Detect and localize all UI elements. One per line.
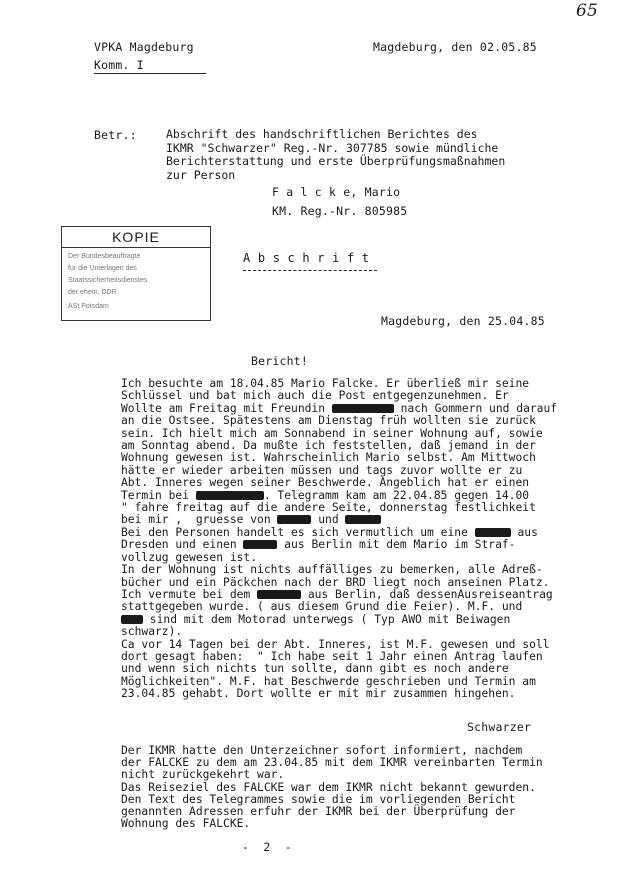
report-text: dort gesagt haben: " Ich habe seit 1 Jahr einen Antrag laufen — [121, 649, 543, 663]
kopie-stamp-line: ASt Potsdam — [68, 303, 109, 310]
report-text: aus Berlin mit dem Mario im Straf- — [277, 538, 516, 552]
report-text: aus Berlin, daß dessenAusreiseantrag — [301, 587, 553, 601]
subject-line: Abschrift des handschriftlichen Berichtes des — [166, 127, 478, 141]
closing-line: Der IKMR hatte den Unterzeichner sofort informiert, nachdem — [121, 744, 523, 757]
redaction-bar — [475, 528, 511, 537]
redaction-bar — [121, 615, 143, 624]
report-text: Abt. Inneres wegen seiner Beschwerde. Angeblich hat er einen — [121, 476, 530, 490]
kopie-stamp-title: KOPIE — [62, 227, 210, 248]
report-text: hätte er wieder arbeiten müssen und tags zuvor wollte er zu — [121, 463, 523, 477]
kopie-stamp-line: Staatssicherheitsdienstes — [68, 277, 148, 284]
subject-line: IKMR "Schwarzer" Reg.-Nr. 307785 sowie mündliche — [166, 140, 499, 155]
kopie-stamp-line: Der Bundesbeauftragte — [68, 253, 141, 260]
report-text: Bei den Personen handelt es sich vermutlich um eine — [121, 525, 475, 539]
subject-block — [166, 128, 505, 182]
report-text: Termin bei — [121, 488, 196, 502]
redaction-bar — [243, 540, 277, 549]
report-text: 23.04.85 gehabt. Dort wollte er mit mir zusammen hingehen. — [121, 687, 516, 701]
person-registration: KM. Reg.-Nr. 805985 — [272, 204, 408, 218]
subject-line: zur Person — [166, 167, 236, 182]
report-text: Ich besuchte am 18.04.85 Mario Falcke. Er überließ mir seine — [121, 377, 530, 390]
report-text: . Telegramm kam am 22.04.85 gegen 14.00 — [263, 488, 530, 502]
closing-line: Das Reiseziel des FALCKE war dem IKMR nicht bekannt gewurden. — [121, 780, 536, 794]
report-text: Wollte am Freitag mit Freundin — [121, 401, 332, 415]
redaction-bar — [257, 590, 301, 599]
kopie-stamp — [61, 226, 211, 321]
closing-line: Wohnung des FALCKE. — [121, 817, 251, 831]
report-text: Möglichkeiten". M.F. hat Beschwerde geschrieben und Termin am — [121, 674, 536, 688]
report-text: sind mit dem Motorad unterwegs ( Typ AWO mit Beiwagen — [143, 612, 511, 626]
report-title: Bericht! — [251, 354, 308, 368]
header-place-date: Magdeburg, den 02.05.85 — [373, 40, 537, 54]
report-text: nach Gommern und darauf — [393, 401, 558, 415]
closing-line: nicht zurückgekehrt war. — [121, 768, 285, 782]
person-name: F a l c k e, Mario — [272, 185, 401, 199]
kopie-stamp-line: für die Unterlagen des — [68, 265, 137, 272]
office-name: VPKA Magdeburg — [94, 40, 194, 54]
closing-line: Den Text des Telegrammes sowie die im vorliegenden Bericht — [121, 792, 516, 806]
report-text: Schlüssel und bat mich auch die Post entgegenzunehmen. Er — [121, 389, 509, 403]
department-underline — [94, 73, 206, 74]
report-text: sein. Ich hielt mich am Sonnabend in seiner Wohnung auf, sowie — [121, 426, 543, 440]
report-text: Dresden und einen — [121, 538, 244, 552]
department-name: Komm. I — [94, 58, 144, 72]
report-line — [121, 688, 561, 700]
redaction-bar — [277, 515, 311, 524]
signature: Schwarzer — [467, 720, 532, 734]
copy-label: A b s c h r i f t — [243, 251, 370, 265]
handwritten-page-number: 65 — [576, 1, 599, 21]
redaction-bar — [345, 515, 381, 524]
report-text: und wenn sich nichts tun sollte, dann gibt es noch andere — [121, 662, 509, 676]
redaction-bar — [332, 404, 394, 413]
report-text: " fahre freitag auf die andere Seite, donnerstag festlichkeit — [121, 501, 536, 515]
redaction-bar — [196, 491, 264, 500]
report-date: Magdeburg, den 25.04.85 — [381, 314, 545, 328]
report-text: vollzug gewesen ist. — [121, 550, 258, 564]
copy-label-dashes — [243, 270, 377, 271]
report-text: stattgegeben wurde. ( aus diesem Grund die Feier). M.F. und — [121, 600, 523, 614]
closing-line: genannten Adressen erfuhr der IKMR bei der Überprüfung der — [121, 805, 516, 819]
report-body — [121, 378, 561, 701]
page-footer: - 2 - — [242, 840, 292, 854]
report-text: an die Ostsee. Spätestens am Dienstag früh wollten sie zurück — [121, 414, 536, 428]
report-text: aus — [510, 525, 538, 539]
closing-line: der FALCKE zu dem am 23.04.85 mit dem IKMR vereinbarten Termin — [121, 756, 543, 770]
subject-line: Berichterstattung und erste Überprüfungsmaßnahmen — [166, 154, 506, 168]
subject-label: Betr.: — [94, 128, 137, 142]
report-text: am Sonntag abend. Da mußte ich feststellen, daß jemand in der — [121, 439, 536, 453]
report-text: schwarz). — [121, 625, 183, 639]
report-line — [121, 614, 561, 626]
report-text: bücher und ein Päckchen nach der BRD liegt noch anseinen Platz. — [121, 575, 550, 589]
report-text: Ich vermute bei dem — [121, 587, 258, 601]
closing-paragraph — [121, 745, 561, 830]
report-text: Ca vor 14 Tagen bei der Abt. Inneres, ist M.F. gewesen und soll — [121, 637, 550, 651]
report-text: bei mir , gruesse von — [121, 513, 278, 527]
report-text: Wohnung gewesen ist. Wahrscheinlich Mario selbst. Am Mittwoch — [121, 451, 536, 465]
report-text: In der Wohnung ist nichts auffälliges zu bemerken, alle Adreß- — [121, 563, 543, 577]
report-text: und — [311, 513, 346, 527]
kopie-stamp-line: der ehem. DDR — [68, 289, 117, 296]
